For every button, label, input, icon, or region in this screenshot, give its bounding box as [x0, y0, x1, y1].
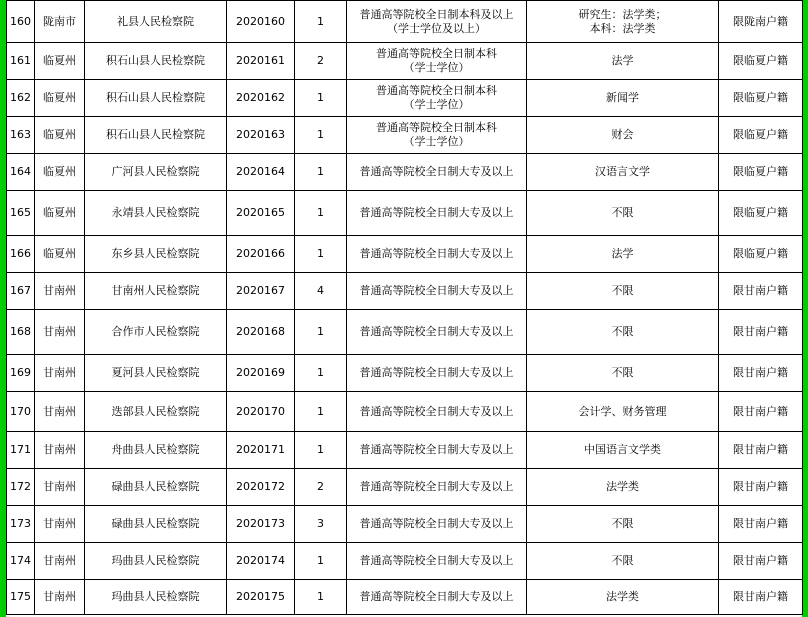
education-line: （学士学位） — [403, 61, 470, 74]
position-code-cell: 2020160 — [227, 1, 295, 43]
table-row — [7, 117, 803, 154]
position-code-cell: 2020168 — [227, 310, 295, 355]
hiring-count-cell: 1 — [295, 154, 347, 191]
education-cell — [347, 580, 527, 615]
table-row — [7, 273, 803, 310]
education-cell — [347, 432, 527, 469]
major-line: 法学 — [611, 247, 634, 260]
major-line: 不限 — [611, 325, 634, 338]
hiring-count-cell: 2 — [295, 43, 347, 80]
residence-cell: 限临夏户籍 — [719, 43, 803, 80]
education-line: 普通高等院校全日制大专及以上 — [359, 590, 514, 603]
row-number-cell: 168 — [7, 310, 35, 355]
unit-cell: 甘南州人民检察院 — [85, 273, 227, 310]
major-line: 法学 — [611, 54, 634, 67]
recruitment-table — [6, 0, 803, 615]
table-body — [7, 1, 803, 615]
education-line: （学士学位） — [403, 135, 470, 148]
hiring-count-cell: 1 — [295, 432, 347, 469]
region-cell: 临夏州 — [35, 191, 85, 236]
row-number-cell: 172 — [7, 469, 35, 506]
position-code-cell: 2020174 — [227, 543, 295, 580]
region-cell: 甘南州 — [35, 273, 85, 310]
unit-cell: 碌曲县人民检察院 — [85, 506, 227, 543]
education-line: 普通高等院校全日制本科及以上 — [359, 7, 514, 21]
unit-cell: 舟曲县人民检察院 — [85, 432, 227, 469]
table-row — [7, 191, 803, 236]
unit-cell: 夏河县人民检察院 — [85, 355, 227, 392]
residence-cell: 限临夏户籍 — [719, 117, 803, 154]
major-line: 中国语言文学类 — [584, 443, 661, 456]
row-number-cell: 173 — [7, 506, 35, 543]
table-row — [7, 80, 803, 117]
table-row — [7, 43, 803, 80]
major-line: 法学类 — [606, 590, 639, 603]
education-cell — [347, 355, 527, 392]
education-cell — [347, 506, 527, 543]
row-number-cell: 166 — [7, 236, 35, 273]
position-code-cell: 2020170 — [227, 392, 295, 432]
hiring-count-cell: 1 — [295, 310, 347, 355]
table-row — [7, 310, 803, 355]
hiring-count-cell: 1 — [295, 191, 347, 236]
residence-cell: 限陇南户籍 — [719, 1, 803, 43]
major-cell — [527, 80, 719, 117]
table-row — [7, 543, 803, 580]
residence-cell: 限甘南户籍 — [719, 543, 803, 580]
region-cell: 甘南州 — [35, 580, 85, 615]
hiring-count-cell: 1 — [295, 355, 347, 392]
residence-cell: 限临夏户籍 — [719, 191, 803, 236]
table-row — [7, 236, 803, 273]
education-line: 普通高等院校全日制大专及以上 — [359, 284, 514, 297]
education-line: （学士学位及以上） — [387, 21, 486, 35]
education-cell — [347, 543, 527, 580]
position-code-cell: 2020161 — [227, 43, 295, 80]
unit-cell: 积石山县人民检察院 — [85, 80, 227, 117]
education-line: 普通高等院校全日制本科 — [376, 84, 497, 97]
major-line: 新闻学 — [606, 91, 639, 104]
major-cell — [527, 506, 719, 543]
position-code-cell: 2020173 — [227, 506, 295, 543]
residence-cell: 限甘南户籍 — [719, 392, 803, 432]
unit-cell: 碌曲县人民检察院 — [85, 469, 227, 506]
table-row — [7, 1, 803, 43]
unit-cell: 合作市人民检察院 — [85, 310, 227, 355]
region-cell: 甘南州 — [35, 355, 85, 392]
major-line: 法学类 — [606, 480, 639, 493]
region-cell: 临夏州 — [35, 117, 85, 154]
major-cell — [527, 273, 719, 310]
table-row — [7, 154, 803, 191]
position-code-cell: 2020167 — [227, 273, 295, 310]
major-line: 不限 — [611, 554, 634, 567]
education-cell — [347, 43, 527, 80]
row-number-cell: 169 — [7, 355, 35, 392]
row-number-cell: 162 — [7, 80, 35, 117]
education-line: 普通高等院校全日制大专及以上 — [359, 366, 514, 379]
hiring-count-cell: 1 — [295, 580, 347, 615]
hiring-count-cell: 1 — [295, 392, 347, 432]
residence-cell: 限甘南户籍 — [719, 273, 803, 310]
education-line: 普通高等院校全日制大专及以上 — [359, 480, 514, 493]
region-cell: 陇南市 — [35, 1, 85, 43]
region-cell: 临夏州 — [35, 236, 85, 273]
position-code-cell: 2020169 — [227, 355, 295, 392]
position-code-cell: 2020172 — [227, 469, 295, 506]
major-cell — [527, 191, 719, 236]
residence-cell: 限甘南户籍 — [719, 432, 803, 469]
region-cell: 甘南州 — [35, 506, 85, 543]
major-cell — [527, 154, 719, 191]
position-code-cell: 2020162 — [227, 80, 295, 117]
major-cell — [527, 310, 719, 355]
major-line: 财会 — [611, 128, 634, 141]
education-line: （学士学位） — [403, 98, 470, 111]
major-cell — [527, 432, 719, 469]
table-row — [7, 392, 803, 432]
education-line: 普通高等院校全日制大专及以上 — [359, 206, 514, 219]
education-line: 普通高等院校全日制大专及以上 — [359, 165, 514, 178]
residence-cell: 限甘南户籍 — [719, 469, 803, 506]
hiring-count-cell: 1 — [295, 80, 347, 117]
hiring-count-cell: 1 — [295, 117, 347, 154]
major-cell — [527, 117, 719, 154]
education-cell — [347, 117, 527, 154]
region-cell: 甘南州 — [35, 392, 85, 432]
hiring-count-cell: 1 — [295, 236, 347, 273]
major-cell — [527, 236, 719, 273]
hiring-count-cell: 2 — [295, 469, 347, 506]
residence-cell: 限甘南户籍 — [719, 355, 803, 392]
unit-cell: 玛曲县人民检察院 — [85, 543, 227, 580]
position-code-cell: 2020166 — [227, 236, 295, 273]
row-number-cell: 174 — [7, 543, 35, 580]
table-row — [7, 580, 803, 615]
education-cell — [347, 392, 527, 432]
education-line: 普通高等院校全日制大专及以上 — [359, 404, 514, 418]
position-code-cell: 2020163 — [227, 117, 295, 154]
major-cell — [527, 392, 719, 432]
education-cell — [347, 236, 527, 273]
major-line: 不限 — [611, 206, 634, 219]
education-cell — [347, 469, 527, 506]
education-cell — [347, 191, 527, 236]
residence-cell: 限甘南户籍 — [719, 506, 803, 543]
unit-cell: 东乡县人民检察院 — [85, 236, 227, 273]
residence-cell: 限甘南户籍 — [719, 310, 803, 355]
row-number-cell: 175 — [7, 580, 35, 615]
major-cell — [527, 355, 719, 392]
row-number-cell: 161 — [7, 43, 35, 80]
table-row — [7, 469, 803, 506]
position-code-cell: 2020165 — [227, 191, 295, 236]
education-cell — [347, 1, 527, 43]
unit-cell: 积石山县人民检察院 — [85, 43, 227, 80]
major-cell — [527, 469, 719, 506]
residence-cell: 限甘南户籍 — [719, 580, 803, 615]
unit-cell: 广河县人民检察院 — [85, 154, 227, 191]
hiring-count-cell: 3 — [295, 506, 347, 543]
region-cell: 甘南州 — [35, 310, 85, 355]
education-line: 普通高等院校全日制大专及以上 — [359, 443, 514, 456]
row-number-cell: 170 — [7, 392, 35, 432]
table-row — [7, 432, 803, 469]
row-number-cell: 160 — [7, 1, 35, 43]
row-number-cell: 164 — [7, 154, 35, 191]
hiring-count-cell: 1 — [295, 543, 347, 580]
region-cell: 临夏州 — [35, 43, 85, 80]
major-cell — [527, 580, 719, 615]
unit-cell: 积石山县人民检察院 — [85, 117, 227, 154]
education-cell — [347, 154, 527, 191]
region-cell: 临夏州 — [35, 154, 85, 191]
unit-cell: 永靖县人民检察院 — [85, 191, 227, 236]
major-cell — [527, 543, 719, 580]
unit-cell: 迭部县人民检察院 — [85, 392, 227, 432]
region-cell: 甘南州 — [35, 432, 85, 469]
education-line: 普通高等院校全日制大专及以上 — [359, 554, 514, 567]
position-code-cell: 2020175 — [227, 580, 295, 615]
residence-cell: 限临夏户籍 — [719, 80, 803, 117]
education-line: 普通高等院校全日制大专及以上 — [359, 325, 514, 338]
residence-cell: 限临夏户籍 — [719, 154, 803, 191]
row-number-cell: 165 — [7, 191, 35, 236]
major-line: 研究生：法学类； — [578, 7, 667, 21]
education-line: 普通高等院校全日制本科 — [376, 47, 497, 60]
position-code-cell: 2020171 — [227, 432, 295, 469]
major-cell — [527, 1, 719, 43]
major-line: 不限 — [611, 517, 634, 530]
residence-cell: 限临夏户籍 — [719, 236, 803, 273]
region-cell: 甘南州 — [35, 543, 85, 580]
table-row — [7, 506, 803, 543]
education-cell — [347, 80, 527, 117]
region-cell: 临夏州 — [35, 80, 85, 117]
education-cell — [347, 310, 527, 355]
major-line: 会计学、财务管理 — [578, 404, 667, 418]
row-number-cell: 167 — [7, 273, 35, 310]
major-line: 不限 — [611, 284, 634, 297]
hiring-count-cell: 4 — [295, 273, 347, 310]
education-line: 普通高等院校全日制本科 — [376, 121, 497, 134]
major-line: 本科：法学类 — [589, 21, 656, 35]
row-number-cell: 163 — [7, 117, 35, 154]
row-number-cell: 171 — [7, 432, 35, 469]
education-cell — [347, 273, 527, 310]
position-code-cell: 2020164 — [227, 154, 295, 191]
region-cell: 甘南州 — [35, 469, 85, 506]
hiring-count-cell: 1 — [295, 1, 347, 43]
major-cell — [527, 43, 719, 80]
unit-cell: 玛曲县人民检察院 — [85, 580, 227, 615]
table-row — [7, 355, 803, 392]
major-line: 汉语言文学 — [595, 165, 650, 178]
unit-cell: 礼县人民检察院 — [85, 1, 227, 43]
major-line: 不限 — [611, 366, 634, 379]
education-line: 普通高等院校全日制大专及以上 — [359, 247, 514, 260]
education-line: 普通高等院校全日制大专及以上 — [359, 517, 514, 530]
